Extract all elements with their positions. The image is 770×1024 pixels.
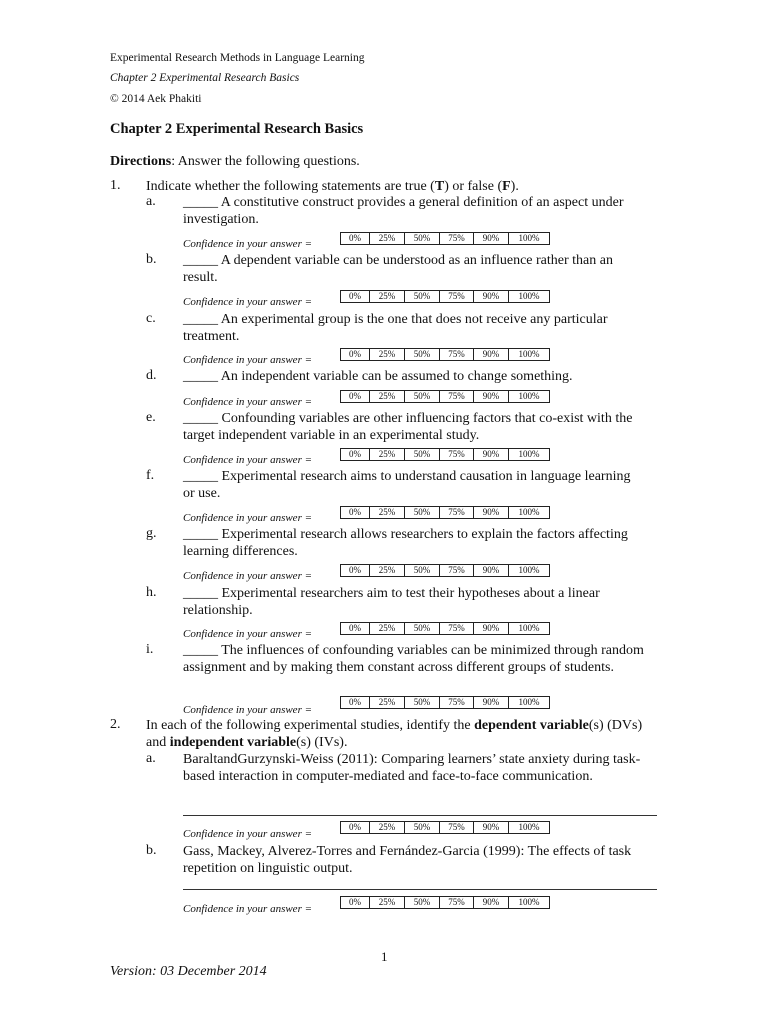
question-2-number: 2.: [110, 717, 121, 732]
q1-item-d-label: d.: [146, 368, 157, 383]
q1-item-b-confidence-scale[interactable]: [340, 290, 550, 303]
confidence-option-0[interactable]: 0%: [341, 233, 370, 244]
q1-prompt-after: ).: [510, 179, 519, 194]
confidence-option-100[interactable]: 100%: [518, 391, 540, 401]
q1-item-h-label: h.: [146, 585, 157, 600]
confidence-option-90[interactable]: 90%: [474, 349, 509, 360]
q1-item-c-label: c.: [146, 311, 156, 326]
confidence-option-0[interactable]: 0%: [341, 291, 370, 302]
confidence-option-0[interactable]: 0%: [341, 391, 370, 402]
q2-item-b-answer-line[interactable]: [183, 889, 657, 890]
confidence-option-100[interactable]: 100%: [518, 897, 540, 907]
chapter-title: Chapter 2 Experimental Research Basics: [110, 121, 364, 137]
q2-item-a-answer-line[interactable]: [183, 815, 657, 816]
confidence-option-90[interactable]: 90%: [474, 897, 509, 908]
confidence-option-0[interactable]: 0%: [341, 697, 370, 708]
confidence-option-25[interactable]: 25%: [370, 391, 405, 402]
q1-item-c-statement: _____ An experimental group is the one that does not receive any particular treatment.: [183, 312, 608, 344]
confidence-option-0[interactable]: 0%: [341, 565, 370, 576]
question-1-prompt: [146, 178, 519, 195]
q1-item-a-label: a.: [146, 194, 156, 209]
confidence-option-50[interactable]: 50%: [405, 391, 440, 402]
q1-item-c-confidence-label: Confidence in your answer =: [183, 354, 313, 366]
q1-item-i-label: i.: [146, 642, 154, 657]
q1-item-h-confidence-scale[interactable]: [340, 622, 550, 635]
confidence-option-25[interactable]: 25%: [370, 449, 405, 460]
q1-item-f-statement: _____ Experimental research aims to understand causation in language learning or use.: [183, 469, 631, 501]
confidence-option-100[interactable]: 100%: [518, 822, 540, 832]
directions-text: : Answer the following questions.: [171, 154, 360, 169]
q1-item-e-statement: _____ Confounding variables are other influencing factors that co-exist with the target independent variable in an experimental study.: [183, 411, 633, 443]
page-number: 1: [381, 949, 388, 964]
q2-prompt-iv: independent variable: [169, 735, 297, 750]
confidence-option-75[interactable]: 75%: [440, 507, 474, 518]
running-header-book: Experimental Research Methods in Language Learning: [110, 52, 365, 64]
q2-item-b-study: Gass, Mackey, Alverez-Torres and Fernández-Garcia (1999): The effects of task repetition on linguistic output.: [183, 844, 632, 876]
q1-item-g-statement: _____ Experimental research allows researchers to explain the factors affecting learning differences.: [183, 527, 628, 559]
q2-prompt-p2: (s) (DVs) and: [146, 718, 643, 750]
confidence-option-50[interactable]: 50%: [405, 449, 440, 460]
confidence-option-100[interactable]: 100%: [518, 623, 540, 633]
confidence-option-50[interactable]: 50%: [405, 897, 440, 908]
q1-item-e-confidence-scale[interactable]: [340, 448, 550, 461]
confidence-option-90[interactable]: 90%: [474, 822, 509, 833]
q1-item-f-confidence-scale[interactable]: [340, 506, 550, 519]
directions: [110, 154, 360, 170]
confidence-option-90[interactable]: 90%: [474, 623, 509, 634]
confidence-option-25[interactable]: 25%: [370, 565, 405, 576]
confidence-option-75[interactable]: 75%: [440, 391, 474, 402]
confidence-option-0[interactable]: 0%: [341, 897, 370, 908]
confidence-option-100[interactable]: 100%: [518, 291, 540, 301]
version-footer: Version: 03 December 2014: [110, 964, 267, 979]
q1-item-i-confidence-scale[interactable]: [340, 696, 550, 709]
q1-prompt-before: Indicate whether the following statements are true (: [146, 179, 435, 194]
confidence-option-75[interactable]: 75%: [440, 697, 474, 708]
q1-item-h-statement: _____ Experimental researchers aim to test their hypotheses about a linear relationship.: [183, 586, 600, 618]
q2-item-b-label: b.: [146, 843, 157, 858]
confidence-option-100[interactable]: 100%: [518, 449, 540, 459]
q2-prompt-dv: dependent variable: [474, 718, 589, 733]
question-2-prompt: [146, 717, 661, 751]
q1-item-e-confidence-label: Confidence in your answer =: [183, 454, 313, 466]
confidence-option-25[interactable]: 25%: [370, 697, 405, 708]
q1-item-g-confidence-scale[interactable]: [340, 564, 550, 577]
q1-item-d-confidence-scale[interactable]: [340, 390, 550, 403]
q2-item-b-confidence-label: Confidence in your answer =: [183, 903, 313, 915]
q2-prompt-p3: (s) (IVs).: [296, 735, 348, 750]
confidence-option-75[interactable]: 75%: [440, 623, 474, 634]
confidence-option-100[interactable]: 100%: [518, 565, 540, 575]
confidence-option-0[interactable]: 0%: [341, 449, 370, 460]
confidence-option-25[interactable]: 25%: [370, 822, 405, 833]
q1-item-f-label: f.: [146, 468, 155, 483]
confidence-option-50[interactable]: 50%: [405, 565, 440, 576]
running-header-copyright: © 2014 Aek Phakiti: [110, 93, 202, 105]
confidence-option-90[interactable]: 90%: [474, 507, 509, 518]
q1-item-d-confidence-label: Confidence in your answer =: [183, 396, 313, 408]
q2-item-b-confidence-scale[interactable]: [340, 896, 550, 909]
q1-item-a-confidence-scale[interactable]: [340, 232, 550, 245]
question-1-number: 1.: [110, 178, 121, 193]
confidence-option-50[interactable]: 50%: [405, 822, 440, 833]
confidence-option-50[interactable]: 50%: [405, 623, 440, 634]
confidence-option-0[interactable]: 0%: [341, 349, 370, 360]
q1-item-f-confidence-label: Confidence in your answer =: [183, 512, 313, 524]
q2-item-a-confidence-label: Confidence in your answer =: [183, 828, 313, 840]
q1-item-b-confidence-label: Confidence in your answer =: [183, 296, 313, 308]
confidence-option-0[interactable]: 0%: [341, 507, 370, 518]
q1-item-a-confidence-label: Confidence in your answer =: [183, 238, 313, 250]
confidence-option-90[interactable]: 90%: [474, 391, 509, 402]
q2-prompt-p1: In each of the following experimental studies, identify the: [146, 718, 475, 733]
confidence-option-25[interactable]: 25%: [370, 349, 405, 360]
confidence-option-25[interactable]: 25%: [370, 897, 405, 908]
running-header-chapter: Chapter 2 Experimental Research Basics: [110, 72, 300, 84]
confidence-option-50[interactable]: 50%: [405, 349, 440, 360]
confidence-option-100[interactable]: 100%: [518, 233, 540, 243]
confidence-option-90[interactable]: 90%: [474, 291, 509, 302]
confidence-option-90[interactable]: 90%: [474, 565, 509, 576]
q1-prompt-true: T: [434, 179, 445, 194]
confidence-option-100[interactable]: 100%: [518, 697, 540, 707]
q1-prompt-false: F: [502, 179, 511, 194]
confidence-option-75[interactable]: 75%: [440, 565, 474, 576]
q1-item-c-confidence-scale[interactable]: [340, 348, 550, 361]
q1-item-b-label: b.: [146, 252, 157, 267]
confidence-option-25[interactable]: 25%: [370, 291, 405, 302]
q2-item-a-confidence-scale[interactable]: [340, 821, 550, 834]
q1-item-b-statement: _____ A dependent variable can be understood as an influence rather than an result.: [183, 253, 613, 285]
confidence-option-90[interactable]: 90%: [474, 697, 509, 708]
q1-item-a-statement: _____ A constitutive construct provides a general definition of an aspect under investigation.: [183, 195, 624, 227]
q1-item-e-label: e.: [146, 410, 156, 425]
confidence-option-25[interactable]: 25%: [370, 623, 405, 634]
confidence-option-75[interactable]: 75%: [440, 822, 474, 833]
confidence-option-50[interactable]: 50%: [405, 507, 440, 518]
confidence-option-0[interactable]: 0%: [341, 623, 370, 634]
q2-item-a-label: a.: [146, 751, 156, 766]
confidence-option-100[interactable]: 100%: [518, 507, 540, 517]
q1-item-h-confidence-label: Confidence in your answer =: [183, 628, 313, 640]
directions-label: Directions: [110, 154, 172, 169]
q1-item-d-statement: _____ An independent variable can be assumed to change something.: [183, 369, 573, 384]
confidence-option-75[interactable]: 75%: [440, 233, 474, 244]
q1-item-i-statement: _____ The influences of confounding variables can be minimized through random assignment and by making them constant across different groups of students.: [183, 643, 644, 675]
confidence-option-75[interactable]: 75%: [440, 291, 474, 302]
q2-item-a-study: BaraltandGurzynski-Weiss (2011): Comparing learners’ state anxiety during task-based interaction in computer-mediated and face-to-face communication.: [183, 752, 641, 784]
confidence-option-75[interactable]: 75%: [440, 349, 474, 360]
confidence-option-100[interactable]: 100%: [518, 349, 540, 359]
confidence-option-90[interactable]: 90%: [474, 449, 509, 460]
confidence-option-50[interactable]: 50%: [405, 233, 440, 244]
q1-prompt-mid: ) or false (: [444, 179, 503, 194]
confidence-option-25[interactable]: 25%: [370, 233, 405, 244]
confidence-option-25[interactable]: 25%: [370, 507, 405, 518]
q1-item-g-label: g.: [146, 526, 157, 541]
confidence-option-50[interactable]: 50%: [405, 697, 440, 708]
q1-item-i-confidence-label: Confidence in your answer =: [183, 704, 313, 716]
q1-item-g-confidence-label: Confidence in your answer =: [183, 570, 313, 582]
confidence-option-75[interactable]: 75%: [440, 449, 474, 460]
confidence-option-90[interactable]: 90%: [474, 233, 509, 244]
confidence-option-50[interactable]: 50%: [405, 291, 440, 302]
confidence-option-75[interactable]: 75%: [440, 897, 474, 908]
confidence-option-0[interactable]: 0%: [341, 822, 370, 833]
